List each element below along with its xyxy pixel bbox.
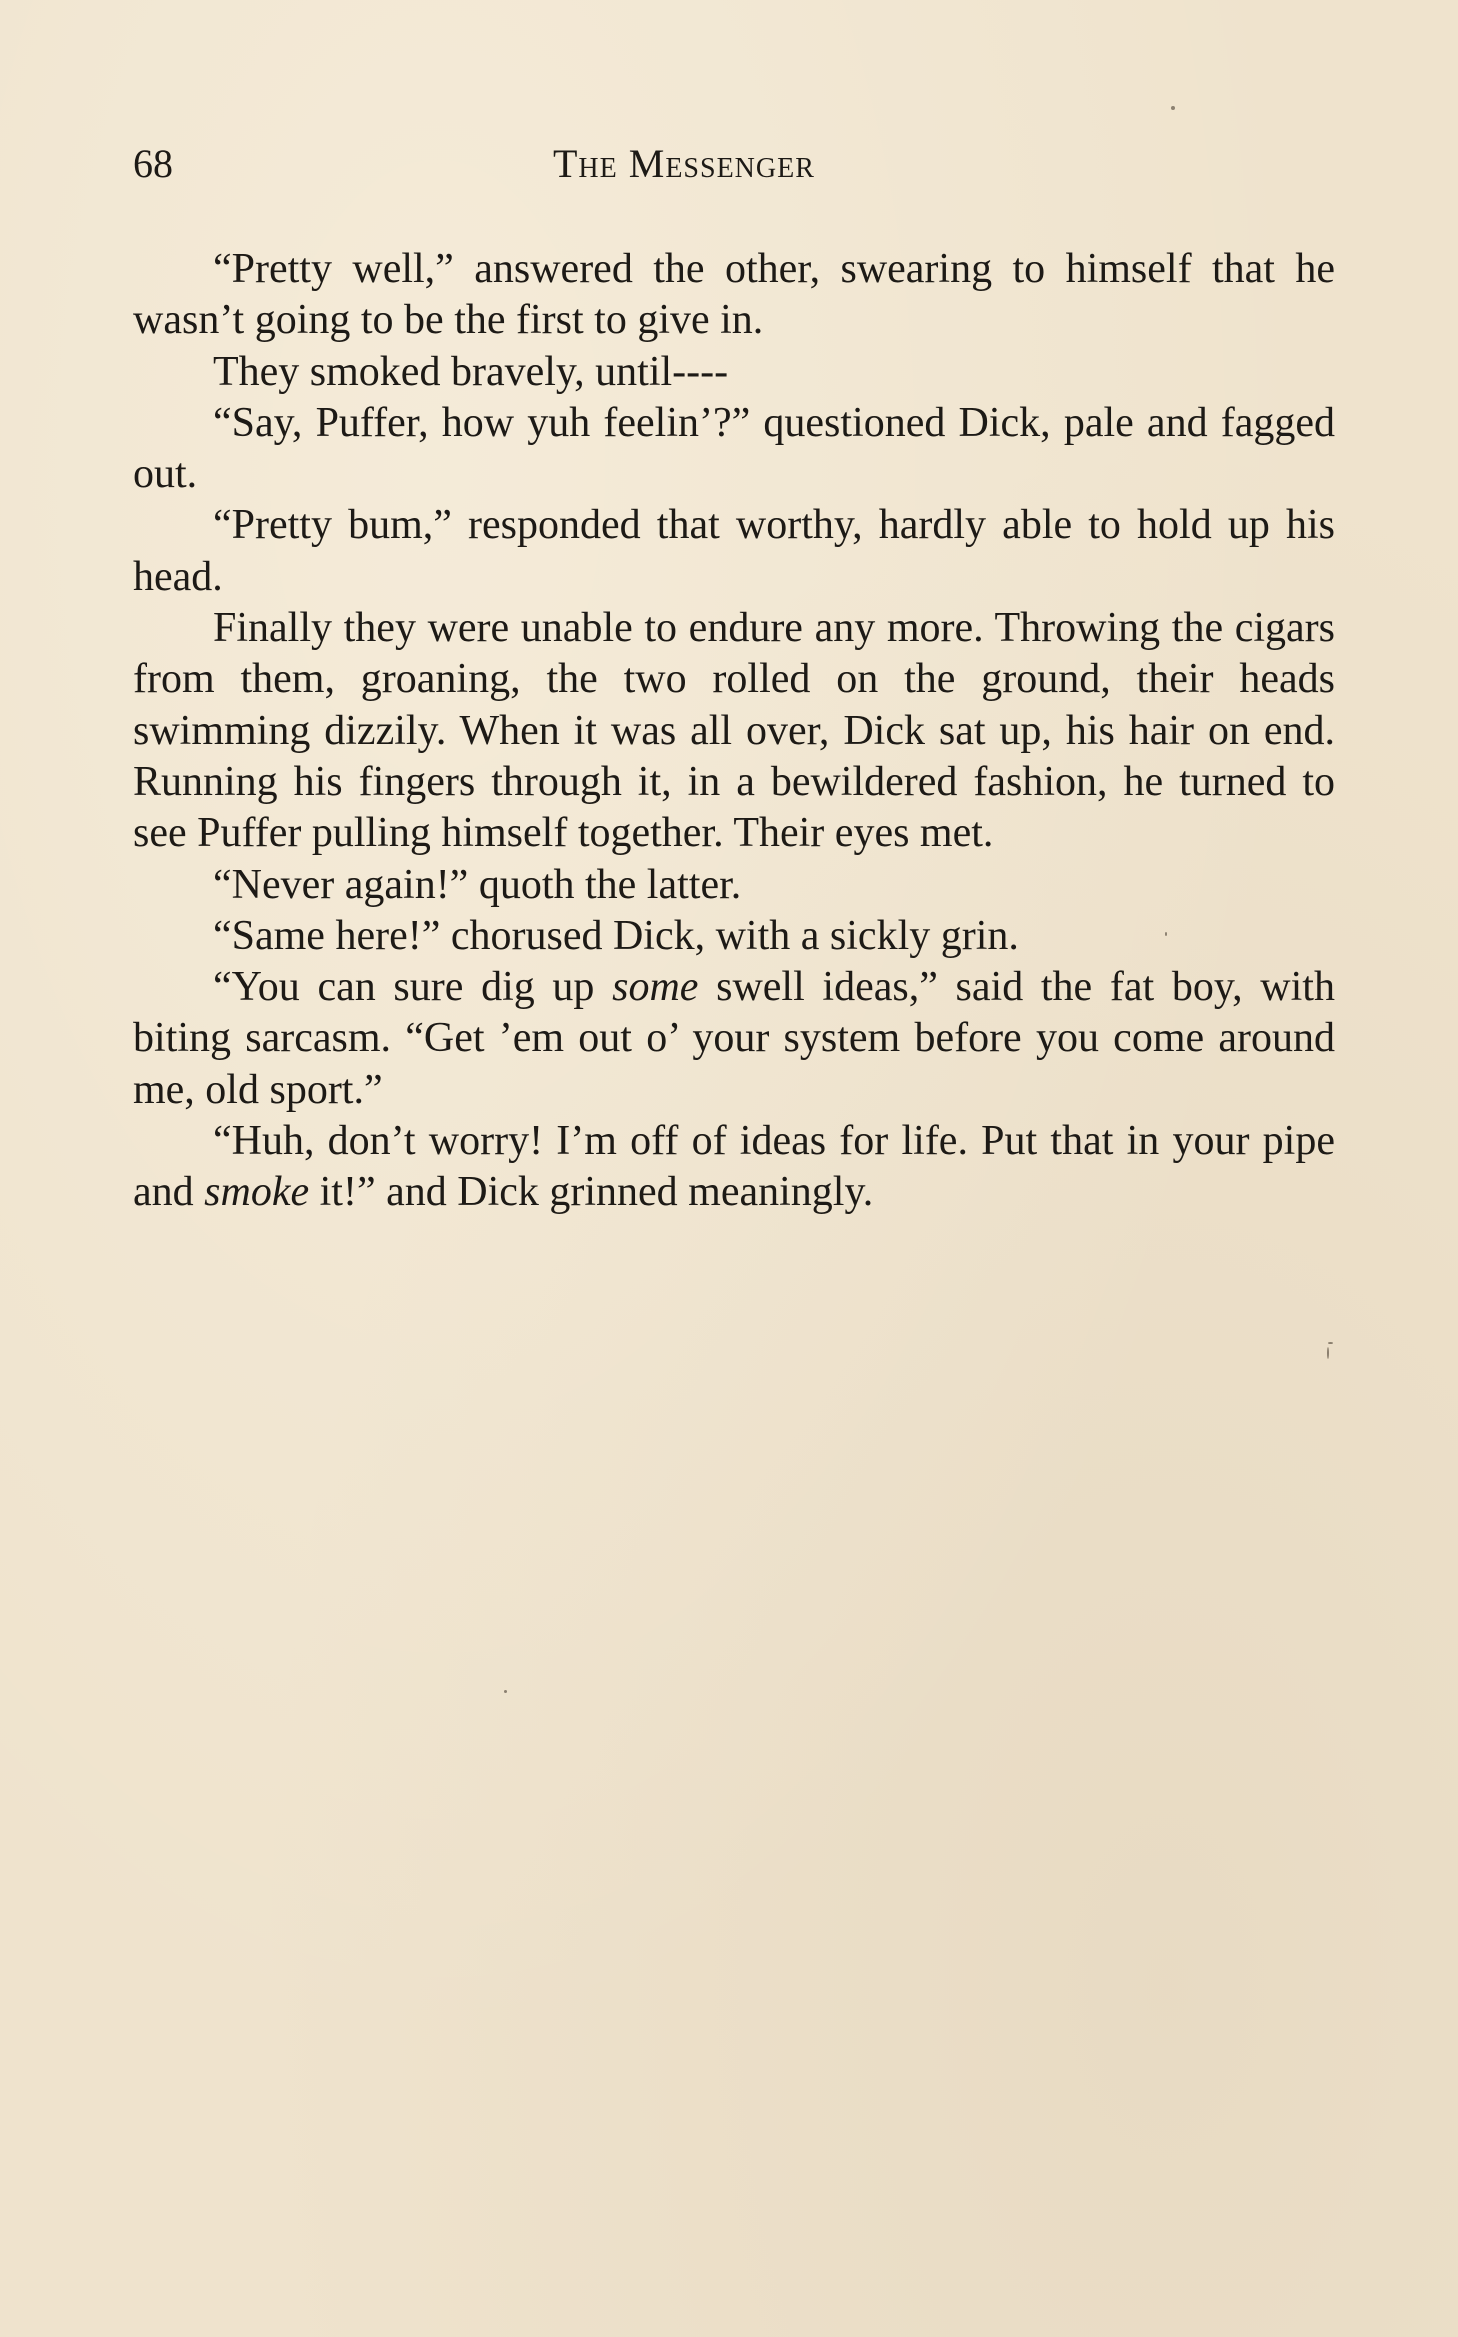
italic-text: some — [612, 964, 699, 1011]
paragraph — [133, 347, 1335, 398]
text-run: “Same here!” chorused Dick, with a sickly grin. — [213, 912, 1019, 959]
italic-text: smoke — [204, 1169, 310, 1216]
text-run: “Huh, don’t worry! I’m off of ideas for life. Put that in your pipe and — [133, 1118, 1335, 1216]
paragraph — [133, 244, 1335, 347]
text-run: swell ideas,” said the fat boy, with biting sarcasm. “Get ’em out o’ your system before you come around me, old sport.” — [133, 964, 1335, 1113]
paragraph — [133, 860, 1335, 911]
paragraph — [133, 603, 1335, 859]
page-number: 68 — [133, 141, 173, 186]
text-run: it!” and Dick grinned meaningly. — [309, 1169, 874, 1216]
text-run: Finally they were unable to endure any more. Throwing the cigars from them, groaning, the two rolled on the ground, their heads swimming dizzily. When it was all over, Dick sat up, his hair on end. Running his fingers through it, in a bewildered fashion, he turned to see Puffer pulling himself together. Their eyes met. — [133, 605, 1335, 857]
running-title: The Messenger — [553, 141, 815, 186]
text-run: “Pretty well,” answered the other, swearing to himself that he wasn’t going to be the first to give in. — [133, 246, 1335, 344]
paragraph — [133, 911, 1335, 962]
paragraph — [133, 500, 1335, 603]
text-run: “Pretty bum,” responded that worthy, hardly able to hold up his head. — [133, 502, 1335, 600]
body-text — [133, 244, 1335, 1219]
text-run: They smoked bravely, until---- — [213, 348, 729, 395]
paragraph — [133, 1116, 1335, 1219]
running-head — [133, 136, 1333, 196]
text-run: “Say, Puffer, how yuh feelin’?” questioned Dick, pale and fagged out. — [133, 399, 1335, 498]
text-run: “Never again!” quoth the latter. — [213, 861, 742, 908]
paragraph — [133, 398, 1335, 501]
paragraph — [133, 962, 1335, 1116]
text-run: “You can sure dig up — [213, 964, 613, 1011]
